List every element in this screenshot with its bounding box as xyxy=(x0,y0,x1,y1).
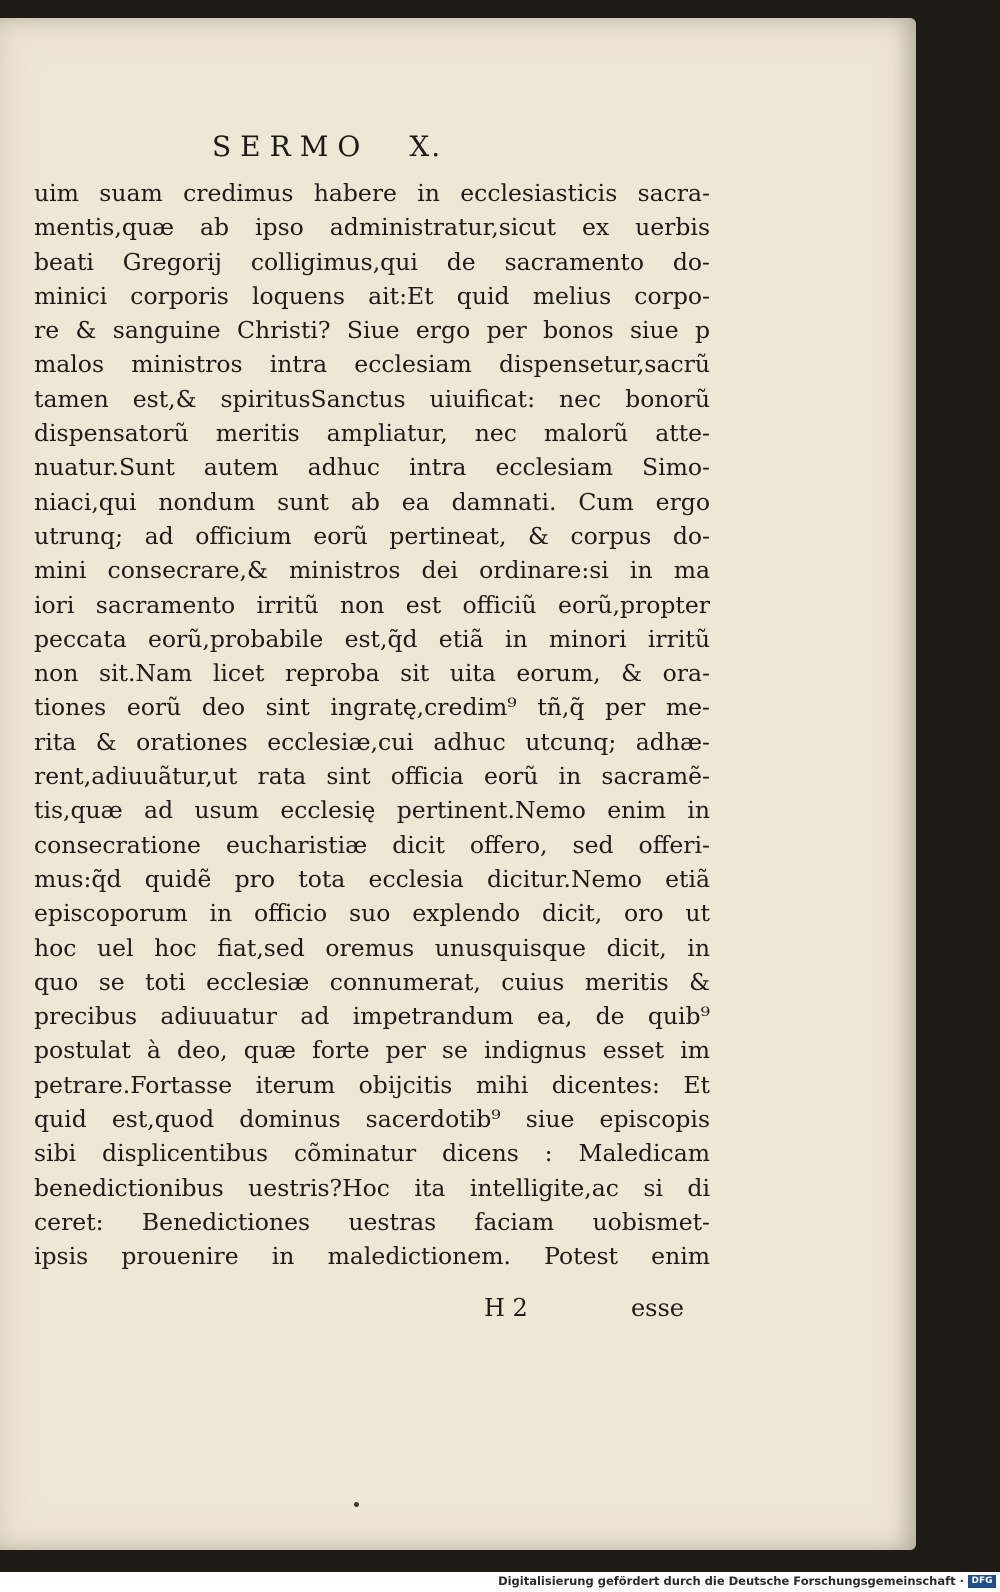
text-line: mentis,quæ ab ipso administratur,sicut ex uerbis xyxy=(34,213,710,242)
text-line: petrare.Fortasse iterum obijcitis mihi dicentes: Et xyxy=(34,1070,710,1099)
text-line: malos ministros intra ecclesiam dispensetur,sacrũ xyxy=(34,350,710,379)
text-line: uim suam credimus habere in ecclesiasticis sacra- xyxy=(34,179,710,207)
signature-mark: H 2 xyxy=(484,1294,528,1322)
ink-dot xyxy=(354,1502,359,1507)
text-line: nuatur.Sunt autem adhuc intra ecclesiam Simo- xyxy=(34,453,710,482)
text-line: ipsis prouenire in maledictionem. Potest enim xyxy=(34,1242,710,1271)
text-line: mus:q̃d quidẽ pro tota ecclesia dicitur.Nemo etiã xyxy=(34,864,710,893)
book-page xyxy=(0,18,916,1550)
page-footer xyxy=(484,1294,684,1330)
dfg-logo-icon: DFG xyxy=(968,1575,996,1588)
text-line: non sit.Nam licet reproba sit uita eorum, & ora- xyxy=(34,659,710,688)
body-text xyxy=(34,176,710,1274)
text-line: tis,quæ ad usum ecclesię pertinent.Nemo enim in xyxy=(34,796,710,825)
dfg-credit-text: Digitalisierung gefördert durch die Deutsche Forschungsgemeinschaft · xyxy=(498,1574,964,1588)
text-line: iori sacramento irritũ non est officiũ eorũ,propter xyxy=(34,590,710,619)
running-header xyxy=(212,130,442,163)
text-line: niaci,qui nondum sunt ab ea damnati. Cum ergo xyxy=(34,487,710,516)
text-line: quo se toti ecclesiæ connumerat, cuius meritis & xyxy=(34,967,710,996)
text-line: rita & orationes ecclesiæ,cui adhuc utcunq; adhæ- xyxy=(34,727,710,756)
text-line: mini consecrare,& ministros dei ordinare:si in ma xyxy=(34,556,710,585)
text-line: re & sanguine Christi? Siue ergo per bonos siue p xyxy=(34,316,710,345)
text-line: utrunq; ad officium eorũ pertineat, & corpus do- xyxy=(34,521,710,550)
text-line: ceret: Benedictiones uestras faciam uobismet- xyxy=(34,1207,710,1236)
text-line: tamen est,& spiritusSanctus uiuificat: nec bonorũ xyxy=(34,384,710,413)
text-line: rent,adiuuãtur,ut rata sint officia eorũ in sacramẽ- xyxy=(34,762,710,791)
credit-bar xyxy=(0,1572,1000,1592)
text-line: dispensatorũ meritis ampliatur, nec malorũ atte- xyxy=(34,419,710,448)
text-line: tiones eorũ deo sint ingratę,credim⁹ tñ,q̃ per me- xyxy=(34,693,710,722)
text-line: sibi displicentibus cõminatur dicens : Maledicam xyxy=(34,1139,710,1168)
text-line: peccata eorũ,probabile est,q̃d etiã in minori irritũ xyxy=(34,624,710,653)
text-line: beati Gregorij colligimus,qui de sacramento do- xyxy=(34,247,710,276)
text-line: benedictionibus uestris?Hoc ita intelligite,ac si di xyxy=(34,1173,710,1202)
header-number: X. xyxy=(409,130,443,163)
text-line: postulat à deo, quæ forte per se indignus esset im xyxy=(34,1036,710,1065)
text-line: episcoporum in officio suo explendo dicit, oro ut xyxy=(34,899,710,928)
text-line: consecratione eucharistiæ dicit offero, sed offeri- xyxy=(34,830,710,859)
text-line: precibus adiuuatur ad impetrandum ea, de quib⁹ xyxy=(34,1002,710,1031)
text-line: quid est,quod dominus sacerdotib⁹ siue episcopis xyxy=(34,1105,710,1134)
header-section: SERMO xyxy=(212,130,370,163)
catchword: esse xyxy=(630,1294,684,1322)
text-line: minici corporis loquens ait:Et quid melius corpo- xyxy=(34,281,710,310)
text-line: hoc uel hoc fiat,sed oremus unusquisque dicit, in xyxy=(34,933,710,962)
